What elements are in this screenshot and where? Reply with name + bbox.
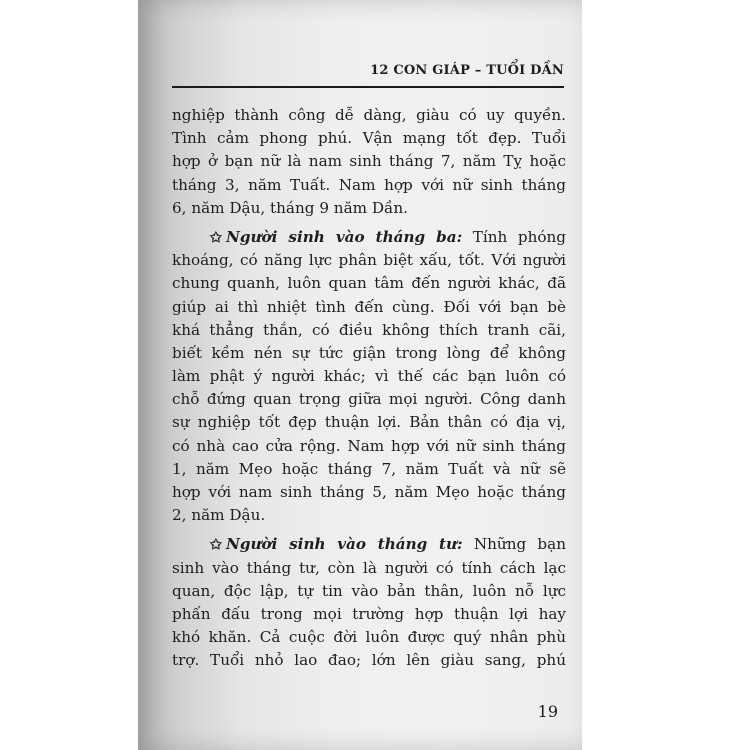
text-line: Tình cảm phong phú. Vận mạng tốt đẹp. Tuổi xyxy=(172,129,566,148)
running-header xyxy=(172,60,564,88)
paragraph-thang-ba xyxy=(172,226,566,527)
paragraph-first-line-text: Những bạn xyxy=(462,535,566,554)
text-line: khó khăn. Cả cuộc đời luôn được quý nhân phù xyxy=(172,628,566,647)
text-line: quan, độc lập, tự tin vào bản thân, luôn nỗ lực xyxy=(172,581,566,600)
star-bullet-icon: ✩ xyxy=(210,537,222,554)
book-page xyxy=(138,0,582,750)
text-line: khá thẳng thắn, có điều không thích tranh cãi, xyxy=(172,320,566,339)
text-line: có nhà cao cửa rộng. Nam hợp với nữ sinh tháng xyxy=(172,436,566,455)
running-header-title: 12 CON GIÁP – TUỔI DẦN xyxy=(370,63,564,78)
text-line: tháng 3, năm Tuất. Nam hợp với nữ sinh tháng xyxy=(172,175,566,194)
paragraph-lead-heading: Người sinh vào tháng tư: xyxy=(226,535,463,554)
paragraph-lead-heading: Người sinh vào tháng ba: xyxy=(226,227,463,246)
paragraph-first-line xyxy=(172,533,566,556)
text-line: trợ. Tuổi nhỏ lao đao; lớn lên giàu sang, phú xyxy=(172,651,566,670)
text-line: hợp ở bạn nữ là nam sinh tháng 7, năm Tỵ hoặc xyxy=(172,152,566,171)
text-line: khoáng, có năng lực phân biệt xấu, tốt. Với người xyxy=(172,251,566,270)
text-line: nghiệp thành công dễ dàng, giàu có uy quyền. xyxy=(172,106,566,124)
text-line: giúp ai thì nhiệt tình đến cùng. Đối với bạn bè xyxy=(172,297,566,316)
star-bullet-icon: ✩ xyxy=(210,229,222,246)
page-number: 19 xyxy=(537,702,558,721)
paragraph-first-line xyxy=(172,226,566,249)
text-line: sự nghiệp tốt đẹp thuận lợi. Bản thân có địa vị, xyxy=(172,413,566,432)
paragraph-continuation xyxy=(172,104,566,220)
text-line: làm phật ý người khác; vì thế các bạn luôn có xyxy=(172,367,566,386)
text-line: chung quanh, luôn quan tâm đến người khác, đã xyxy=(172,274,566,293)
text-line: phấn đấu trong mọi trường hợp thuận lợi hay xyxy=(172,604,566,623)
body-text xyxy=(172,104,566,673)
text-line: 6, năm Dậu, tháng 9 năm Dần. xyxy=(172,198,408,217)
text-line: 1, năm Mẹo hoặc tháng 7, năm Tuất và nữ sẽ xyxy=(172,459,566,478)
text-line: hợp với nam sinh tháng 5, năm Mẹo hoặc tháng xyxy=(172,483,566,501)
paragraph-first-line-text: Tính phóng xyxy=(462,227,566,246)
text-line: sinh vào tháng tư, còn là người có tính cách lạc xyxy=(172,558,566,577)
paragraph-thang-tu xyxy=(172,533,566,672)
text-line: biết kềm nén sự tức giận trong lòng để không xyxy=(172,343,566,362)
text-line: chỗ đứng quan trọng giữa mọi người. Công danh xyxy=(172,390,566,409)
text-line: 2, năm Dậu. xyxy=(172,506,266,525)
